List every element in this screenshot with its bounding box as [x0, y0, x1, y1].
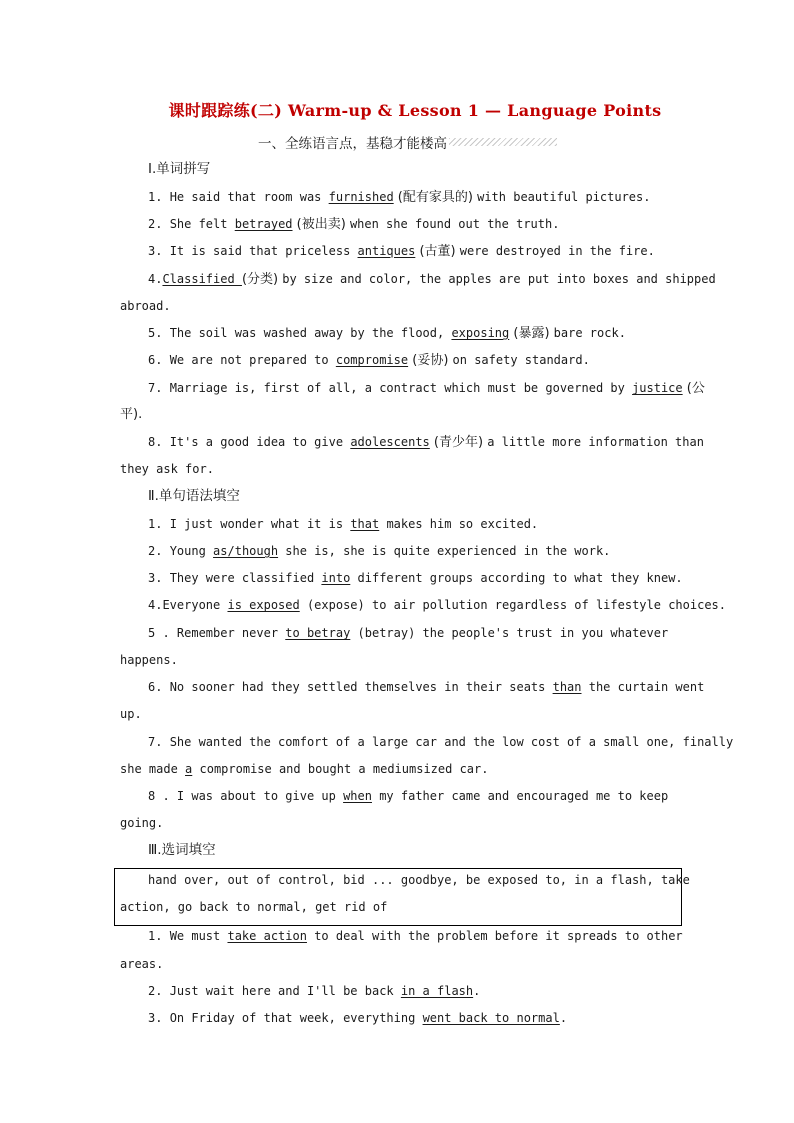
- s2-item-8: 8 . I was about to give up when my father came and encouraged me to keep: [148, 789, 669, 803]
- answer: into: [321, 571, 351, 585]
- s1-item-4-cont: abroad.: [120, 299, 171, 313]
- section-1-heading: Ⅰ.单词拼写: [148, 161, 211, 177]
- worksheet-title: 课时跟踪练(二) Warm-up & Lesson 1 — Language Points: [168, 101, 662, 120]
- answer: furnished: [328, 190, 394, 204]
- s1-item-4: 4.Classified (分类) by size and color, the apples are put into boxes and shipped: [148, 272, 716, 287]
- word-bank-line-2: action, go back to normal, get rid of: [120, 900, 388, 914]
- s2-item-8-cont: going.: [120, 816, 164, 830]
- s2-item-3: 3. They were classified into different groups according to what they knew.: [148, 571, 683, 585]
- section-2-heading: Ⅱ.单句语法填空: [148, 488, 240, 504]
- s1-item-6: 6. We are not prepared to compromise (妥协) on safety standard.: [148, 353, 590, 368]
- s1-item-5: 5. The soil was washed away by the flood, exposing (暴露) bare rock.: [148, 326, 626, 341]
- s3-item-1: 1. We must take action to deal with the problem before it spreads to other: [148, 929, 683, 943]
- section-subheading: [258, 132, 557, 152]
- s3-item-1-cont: areas.: [120, 957, 164, 971]
- section-3-heading: Ⅲ.选词填空: [148, 842, 216, 858]
- s1-item-1: 1. He said that room was furnished (配有家具的) with beautiful pictures.: [148, 190, 651, 205]
- answer: a: [185, 762, 193, 776]
- answer: take action: [227, 929, 307, 943]
- answer: compromise: [335, 353, 409, 367]
- answer: exposing: [451, 326, 510, 340]
- answer: adolescents: [350, 435, 430, 449]
- s2-item-1: 1. I just wonder what it is that makes him so excited.: [148, 517, 539, 531]
- s1-item-8-cont: they ask for.: [120, 462, 214, 476]
- answer: that: [350, 517, 380, 531]
- s1-item-7: 7. Marriage is, first of all, a contract which must be governed by justice (公: [148, 381, 705, 396]
- answer: betrayed: [234, 217, 293, 231]
- s2-item-2: 2. Young as/though she is, she is quite experienced in the work.: [148, 544, 611, 558]
- answer: as/though: [213, 544, 279, 558]
- s1-item-2: 2. She felt betrayed (被出卖) when she found out the truth.: [148, 217, 560, 232]
- s2-item-5: 5 . Remember never to betray (betray) the people's trust in you whatever: [148, 626, 669, 640]
- answer: is exposed: [227, 598, 300, 612]
- s2-item-5-cont: happens.: [120, 653, 178, 667]
- answer: in a flash: [400, 984, 474, 998]
- s3-item-3: 3. On Friday of that week, everything went back to normal.: [148, 1011, 568, 1025]
- answer: went back to normal: [422, 1011, 560, 1025]
- answer: to betray: [285, 626, 351, 640]
- hatch-decoration: [449, 138, 557, 146]
- s2-item-4: 4.Everyone is exposed (expose) to air pollution regardless of lifestyle choices.: [148, 598, 726, 612]
- answer: antiques: [357, 244, 416, 258]
- s1-item-8: 8. It's a good idea to give adolescents (青少年) a little more information than: [148, 435, 704, 450]
- s1-item-7-cont: 平).: [120, 407, 143, 422]
- word-bank-line-1: hand over, out of control, bid ... goodbye, be exposed to, in a flash, take: [148, 873, 690, 887]
- s2-item-6: 6. No sooner had they settled themselves in their seats than the curtain went: [148, 680, 705, 694]
- s3-item-2: 2. Just wait here and I'll be back in a flash.: [148, 984, 481, 998]
- answer: when: [343, 789, 372, 803]
- answer: justice: [632, 381, 683, 395]
- subheading-text: 一、全练语言点，基稳才能楼高: [258, 136, 447, 152]
- s2-item-7-cont: she made a compromise and bought a mediumsized car.: [120, 762, 489, 776]
- s1-item-3: 3. It is said that priceless antiques (古董) were destroyed in the fire.: [148, 244, 655, 259]
- s2-item-6-cont: up.: [120, 707, 142, 721]
- answer: Classified: [162, 272, 242, 286]
- s2-item-7: 7. She wanted the comfort of a large car and the low cost of a small one, finally: [148, 735, 734, 749]
- answer: than: [552, 680, 582, 694]
